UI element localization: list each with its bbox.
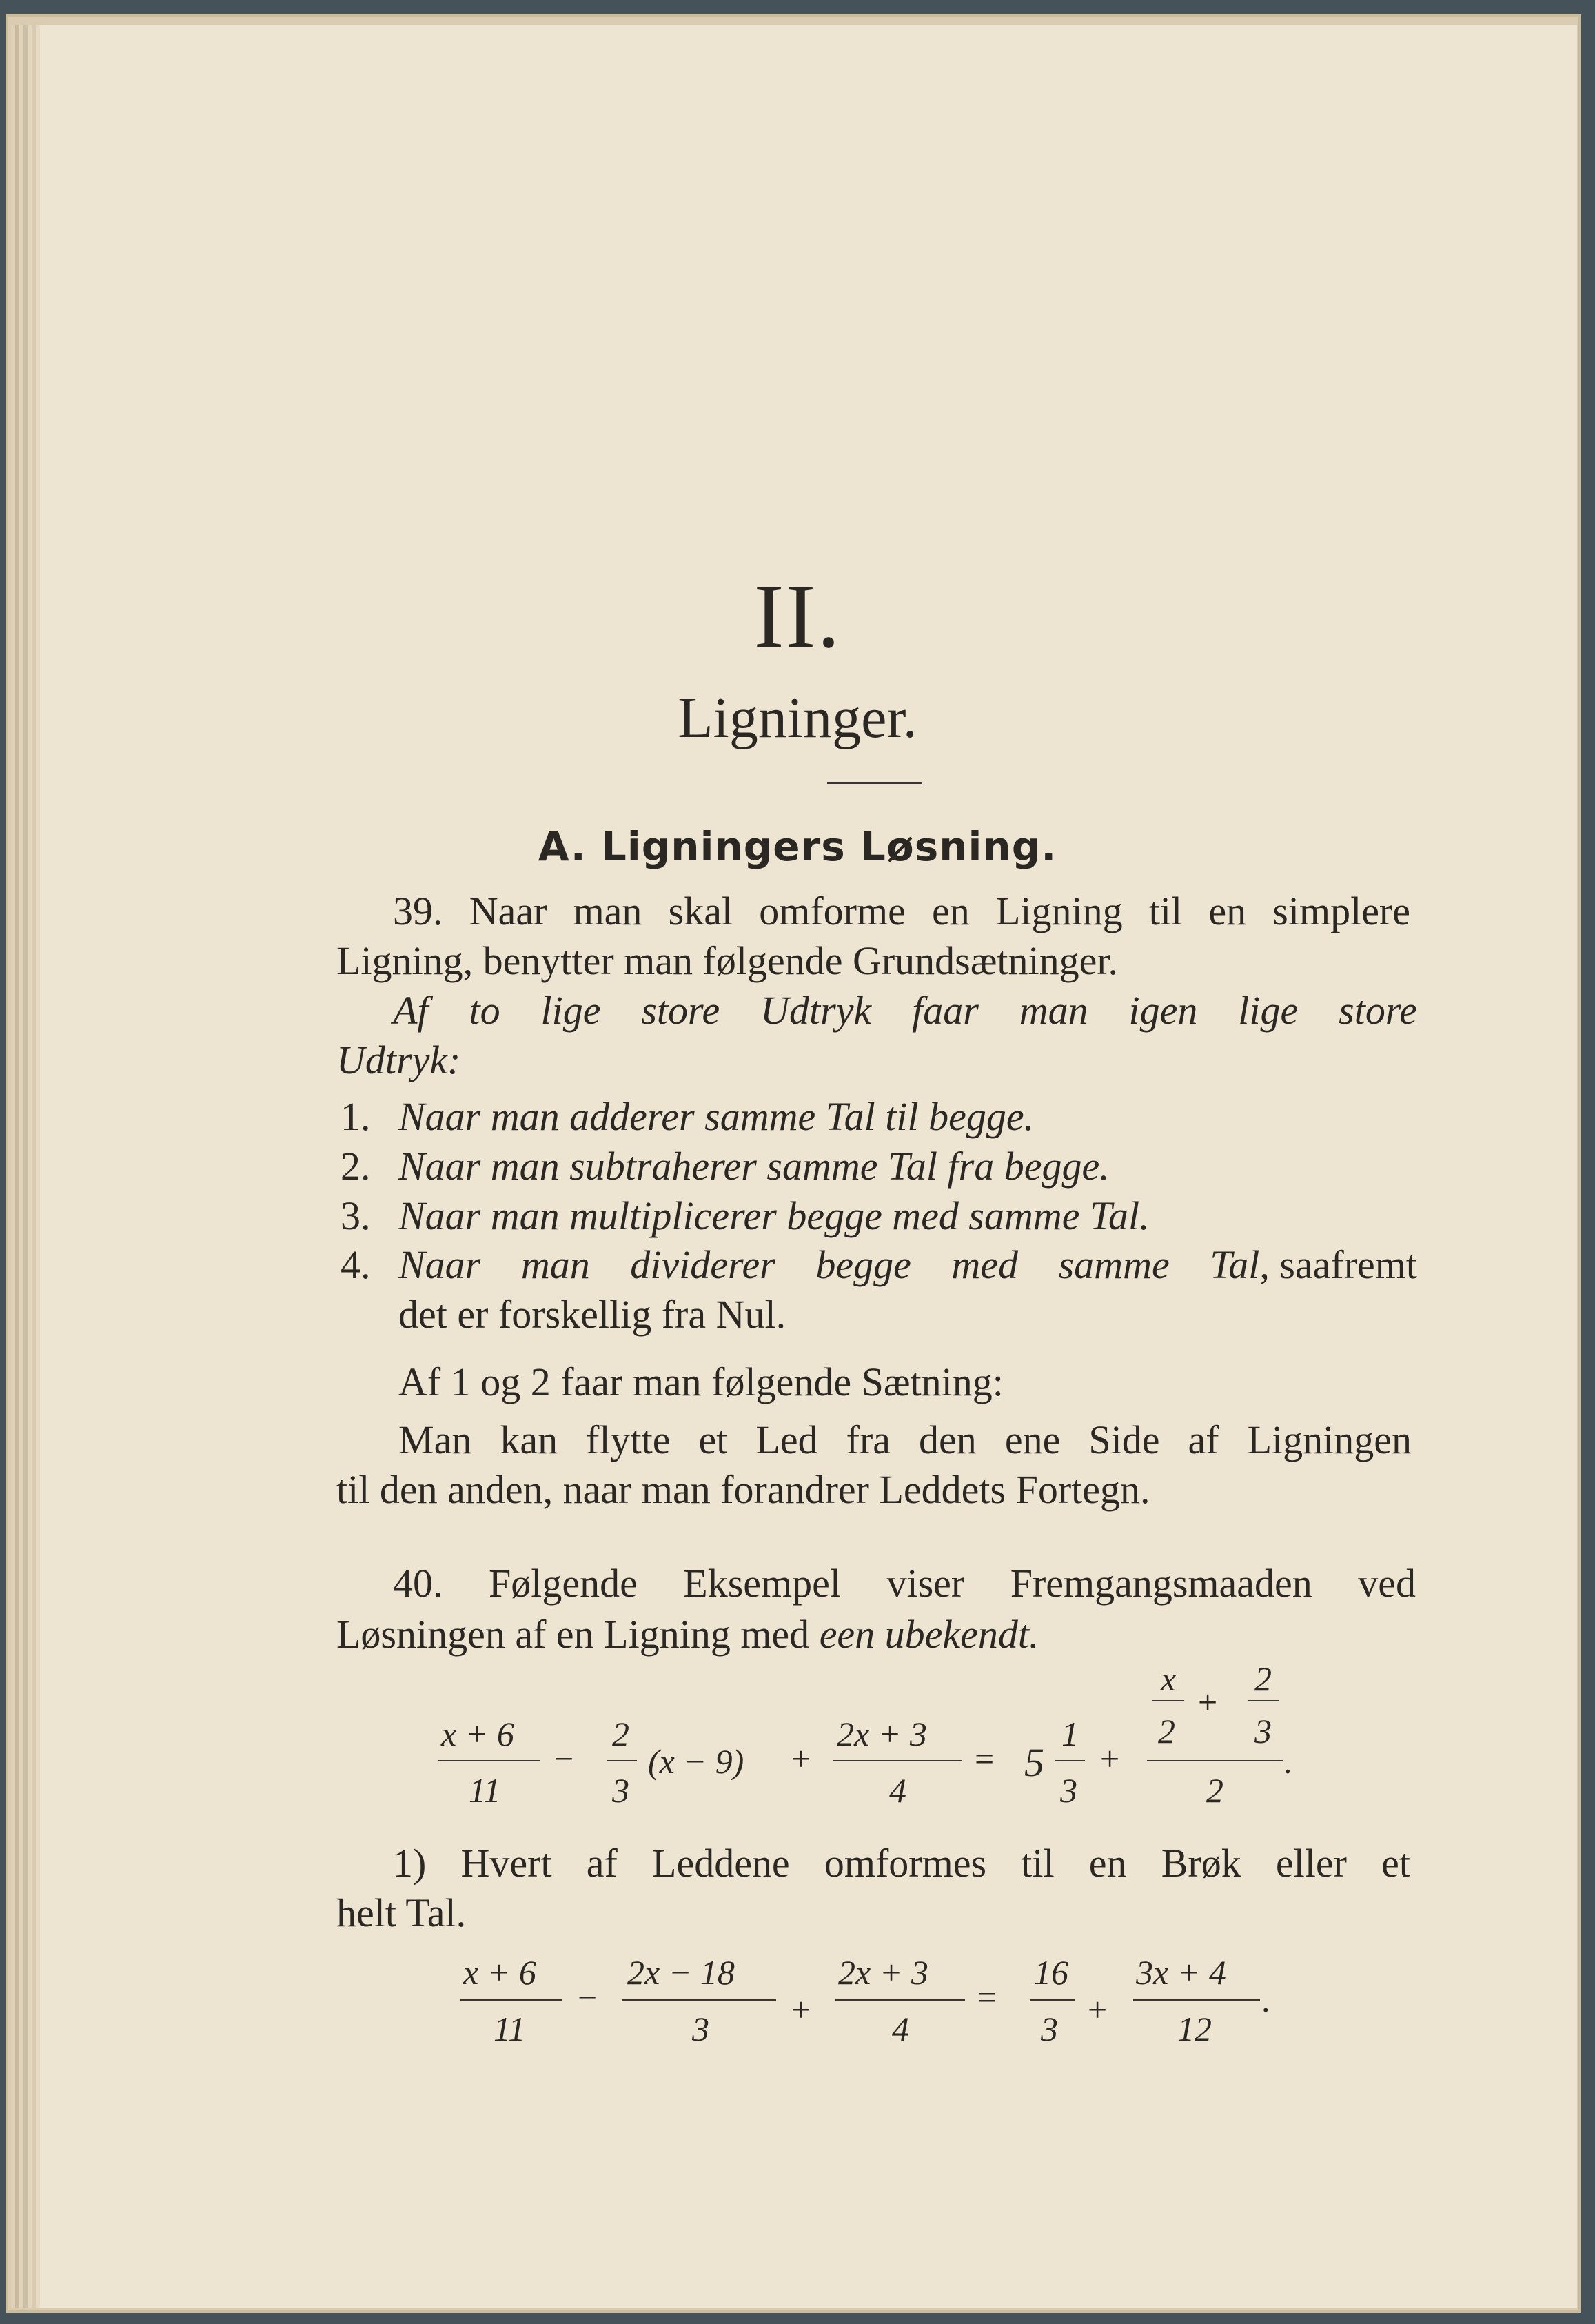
eq1-mixed-whole: 5 (1024, 1740, 1044, 1785)
eq2-f2-denominator: 3 (692, 2010, 709, 2048)
eq1-f3-bar (833, 1760, 962, 1761)
rule-text: Naar man multiplicerer begge med samme Tal. (398, 1193, 1150, 1238)
eq1-mixed-bar (1055, 1760, 1085, 1761)
rule-item-2 (341, 1144, 1110, 1189)
eq1-f3-denominator: 4 (889, 1771, 906, 1810)
rule4-continuation: det er forskellig fra Nul. (398, 1292, 786, 1337)
eq2-f2-bar (622, 1999, 776, 2001)
eq2-equals: = (977, 1978, 997, 2017)
eq1-f1-denominator: 11 (469, 1771, 501, 1810)
para39-line1: 39. Naar man skal omforme en Ligning til en simplere (393, 889, 1410, 933)
para40-line2-emphasis: een ubekendt. (819, 1612, 1039, 1657)
eq1-cf-a-denominator: 2 (1158, 1712, 1175, 1750)
eq2-f4-numerator: 16 (1034, 1953, 1068, 1992)
para40-line1: 40. Følgende Eksempel viser Fremgangsmaaden ved (393, 1561, 1416, 1606)
eq2-f3-denominator: 4 (892, 2010, 909, 2048)
rule-text: Naar man adderer samme Tal til begge. (398, 1094, 1035, 1139)
eq2-f5-numerator: 3x + 4 (1136, 1953, 1226, 1992)
eq1-cf-b-denominator: 3 (1254, 1712, 1272, 1750)
eq1-period: . (1283, 1742, 1292, 1781)
eq2-f1-denominator: 11 (494, 2010, 526, 2048)
rule-text: Naar man dividerer begge med samme Tal (398, 1242, 1260, 1287)
eq2-f2-numerator: 2x − 18 (627, 1953, 735, 1992)
para40-line2-text: Løsningen af en Ligning med (336, 1612, 820, 1657)
eq2-plus1: + (791, 1990, 811, 2029)
theorem-line2: til den anden, naar man forandrer Leddets Fortegn. (336, 1467, 1150, 1512)
eq2-f4-bar (1030, 1999, 1075, 2001)
eq2-f1-bar (460, 1999, 562, 2001)
theorem-line1: Man kan flytte et Led fra den ene Side af Ligningen (398, 1417, 1412, 1462)
section-heading: A. Ligningers Løsning. (538, 823, 1057, 870)
eq2-f5-bar (1133, 1999, 1260, 2001)
eq1-mixed-numerator: 1 (1061, 1715, 1079, 1753)
eq1-f3-numerator: 2x + 3 (837, 1715, 927, 1753)
eq1-minus: − (554, 1739, 574, 1778)
eq1-f2-numerator: 2 (612, 1715, 629, 1753)
step1-line2: helt Tal. (336, 1890, 467, 1935)
rule-item-3 (341, 1193, 1150, 1238)
eq1-f1-numerator: x + 6 (441, 1715, 514, 1753)
rule-suffix: , saafremt (1259, 1242, 1417, 1287)
eq2-f3-bar (835, 1999, 965, 2001)
eq1-cf-a-numerator: x (1161, 1659, 1177, 1698)
eq1-cf-b-bar (1248, 1700, 1279, 1701)
eq1-f1-bar (438, 1760, 540, 1761)
eq1-complex-bar (1147, 1760, 1283, 1761)
eq1-plus2: + (1100, 1739, 1120, 1778)
eq1-paren-term: (x − 9) (648, 1742, 744, 1781)
para39-italic-line1: Af to lige store Udtryk faar man igen lige store (393, 988, 1417, 1033)
rule-text: Naar man subtraherer samme Tal fra begge. (398, 1144, 1110, 1189)
eq1-cf-a-bar (1152, 1700, 1184, 1701)
eq1-equals: = (975, 1739, 995, 1778)
eq1-cf-b-numerator: 2 (1254, 1659, 1272, 1698)
para39-italic-line2: Udtryk: (336, 1038, 461, 1082)
rule-item-4 (341, 1242, 1417, 1287)
eq1-plus1: + (791, 1739, 811, 1778)
heading-rule (827, 782, 922, 784)
eq1-f2-bar (607, 1760, 637, 1761)
eq2-f1-numerator: x + 6 (463, 1953, 536, 1992)
eq1-mixed-denominator: 3 (1060, 1771, 1077, 1810)
eq2-minus: − (578, 1978, 598, 2017)
eq2-plus2: + (1088, 1990, 1108, 2029)
rule-number: 4. (341, 1242, 371, 1287)
para40-line2 (336, 1612, 1039, 1657)
para39-line2: Ligning, benytter man følgende Grundsætninger. (336, 938, 1119, 983)
eq1-f2-denominator: 3 (612, 1771, 629, 1810)
conclusion-intro: Af 1 og 2 faar man følgende Sætning: (398, 1360, 1004, 1404)
eq2-period: . (1261, 1981, 1270, 2019)
chapter-number: II. (753, 565, 842, 667)
rule-number: 2. (341, 1144, 371, 1189)
eq1-cf-plus: + (1198, 1683, 1218, 1721)
step1-line1: 1) Hvert af Leddene omformes til en Brøk eller et (393, 1841, 1410, 1886)
eq1-complex-denominator: 2 (1206, 1771, 1223, 1810)
eq2-f4-denominator: 3 (1041, 2010, 1058, 2048)
rule-number: 3. (341, 1193, 371, 1238)
rule-number: 1. (341, 1094, 371, 1139)
rule-item-1 (341, 1094, 1035, 1139)
eq2-f3-numerator: 2x + 3 (838, 1953, 928, 1992)
eq2-f5-denominator: 12 (1177, 2010, 1212, 2048)
chapter-title: Ligninger. (678, 686, 917, 750)
